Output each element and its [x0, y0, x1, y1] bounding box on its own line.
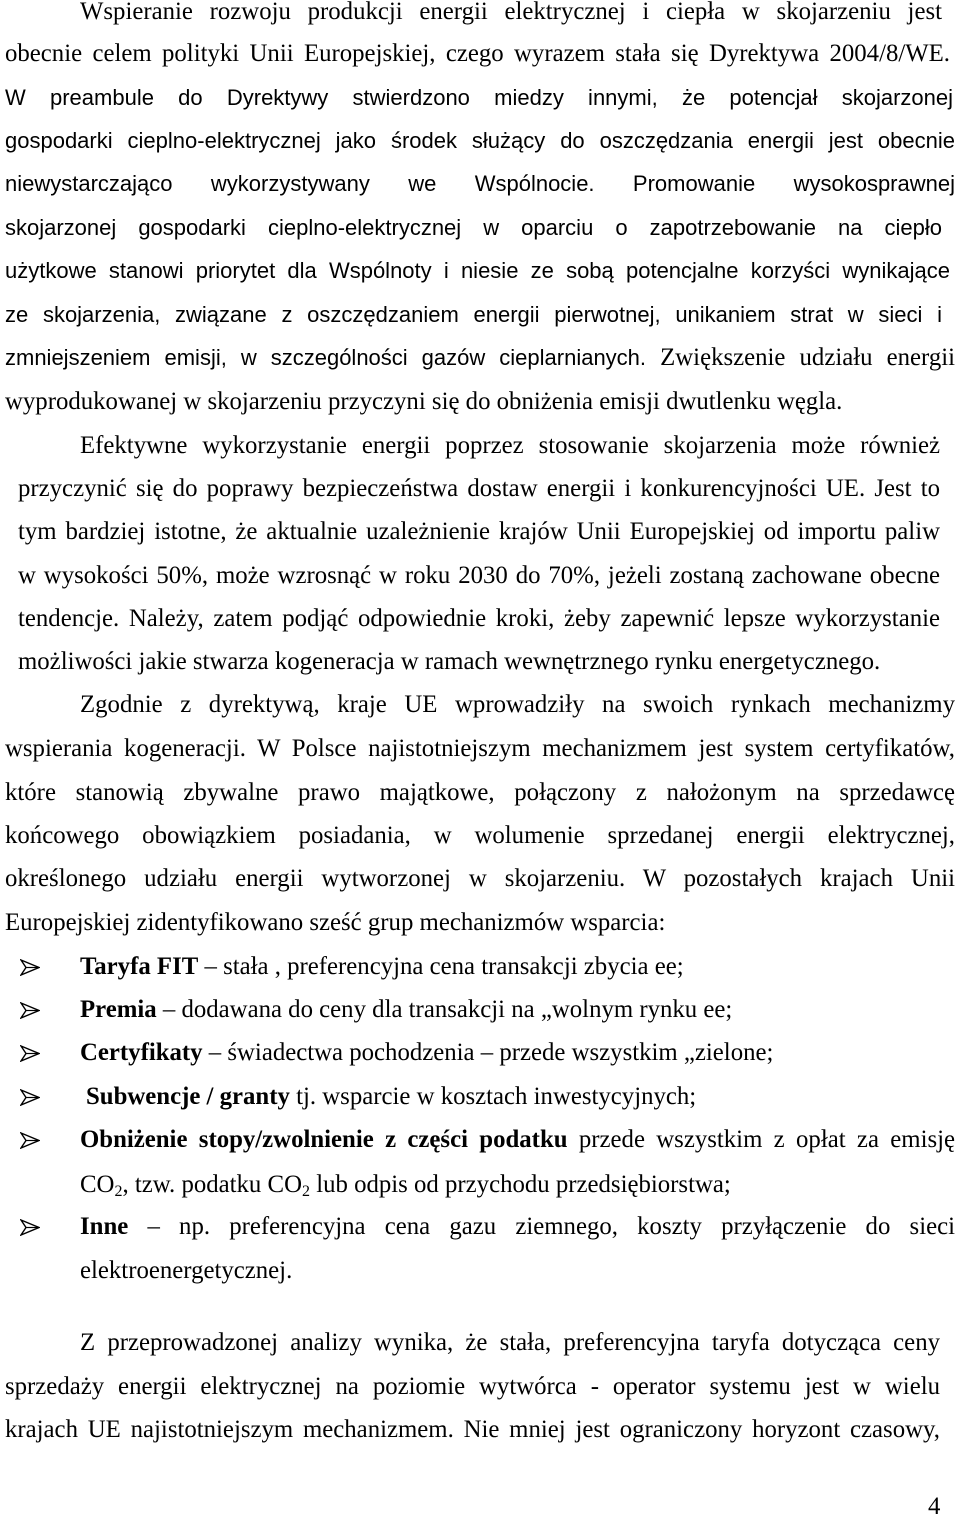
list-item-line — [80, 1125, 955, 1155]
arrowhead-bullet-icon — [20, 1002, 40, 1019]
mechanism-description: – świadectwa pochodzenia – przede wszystkim „zielone; — [208, 1039, 774, 1066]
paragraph-1-line-9-part-2: Zwiększenie udziału energii — [660, 344, 955, 371]
list-item-continuation-line: elektroenergetycznej. — [80, 1257, 293, 1284]
mechanism-term: Obniżenie stopy/zwolnienie z części podatku — [80, 1126, 568, 1153]
paragraph-1-line-9 — [5, 343, 955, 373]
paragraph-1-line-5: niewystarczająco wykorzystywany we Wspólnocie. Promowanie wysokosprawnej — [5, 171, 955, 196]
paragraph-4-line-1: Z przeprowadzonej analizy wynika, że stała, preferencyjna taryfa dotycząca ceny — [80, 1329, 940, 1356]
co2-text: CO — [80, 1171, 115, 1198]
paragraph-1-line-6: skojarzonej gospodarki cieplno-elektrycznej w oparciu o zapotrzebowanie na ciepło — [5, 215, 942, 240]
paragraph-1-line-9-part-1: zmniejszeniem emisji, w szczególności gazów cieplarnianych. — [5, 345, 647, 370]
paragraph-2-line-3: tym bardziej istotne, że aktualnie uzależnienie krajów Unii Europejskiej od importu paliw — [18, 518, 940, 545]
mechanism-term: Subwencje / granty — [86, 1083, 290, 1110]
paragraph-4-line-2: sprzedaży energii elektrycznej na poziomie wytwórca - operator systemu jest w wielu — [5, 1373, 940, 1400]
paragraph-2-line-2: przyczynić się do poprawy bezpieczeństwa dostaw energii i konkurencyjności UE. Jest to — [18, 475, 940, 502]
paragraph-1-line-1: Wspieranie rozwoju produkcji energii elektrycznej i ciepła w skojarzeniu jest — [80, 0, 942, 25]
mechanism-description: – dodawana do ceny dla transakcji na „wolnym rynku ee; — [162, 996, 733, 1023]
list-item-line — [80, 1038, 955, 1068]
continuation-text: , tzw. podatku CO — [122, 1171, 302, 1198]
paragraph-3-line-6: Europejskiej zidentyfikowano sześć grup mechanizmów wsparcia: — [5, 909, 666, 936]
mechanism-term: Certyfikaty — [80, 1039, 203, 1066]
arrowhead-bullet-icon — [20, 1219, 40, 1236]
mechanism-description: przede wszystkim z opłat za emisję — [578, 1126, 956, 1153]
paragraph-2-line-6: możliwości jakie stwarza kogeneracja w ramach wewnętrznego rynku energetycznego. — [18, 648, 881, 675]
paragraph-1-line-3: W preambule do Dyrektywy stwierdzono miedzy innymi, że potencjał skojarzonej — [5, 85, 953, 110]
paragraph-3-line-1: Zgodnie z dyrektywą, kraje UE wprowadziły na swoich rynkach mechanizmy — [80, 691, 955, 718]
mechanism-description: – stała , preferencyjna cena transakcji zbycia ee; — [204, 953, 684, 980]
paragraph-3-line-4: końcowego obowiązkiem posiadania, w wolumenie sprzedanej energii elektrycznej, — [5, 822, 955, 849]
arrowhead-bullet-icon — [20, 1089, 40, 1106]
mechanism-description: – np. preferencyjna cena gazu ziemnego, koszty przyłączenie do sieci — [147, 1213, 955, 1240]
subscript-2: 2 — [114, 1183, 123, 1200]
list-item-line — [80, 1212, 955, 1242]
mechanism-term: Taryfa FIT — [80, 953, 199, 980]
paragraph-2-line-4: w wysokości 50%, może wzrosnąć w roku 2030 do 70%, jeżeli zostaną zachowane obecne — [18, 562, 940, 589]
paragraph-3-line-2: wspierania kogeneracji. W Polsce najistotniejszym mechanizmem jest system certyfikatów, — [5, 735, 955, 762]
list-item-line — [86, 1082, 955, 1112]
paragraph-3-line-3: które stanowią zbywalne prawo majątkowe, połączony z nałożonym na sprzedawcę — [5, 779, 955, 806]
paragraph-2-line-1: Efektywne wykorzystanie energii poprzez stosowanie skojarzenia może również — [80, 432, 940, 459]
mechanism-description: tj. wsparcie w kosztach inwestycyjnych; — [296, 1083, 697, 1110]
list-item-line — [80, 952, 955, 982]
page-number: 4 — [928, 1493, 941, 1520]
list-item-continuation-line — [80, 1170, 955, 1200]
arrowhead-bullet-icon — [20, 959, 40, 976]
mechanism-term: Inne — [80, 1213, 129, 1240]
paragraph-4-line-3: krajach UE najistotniejszym mechanizmem. Nie mniej jest ograniczony horyzont czasowy, — [5, 1416, 940, 1443]
arrowhead-bullet-icon — [20, 1132, 40, 1149]
paragraph-1-line-7: użytkowe stanowi priorytet dla Wspólnoty i niesie ze sobą potencjalne korzyści wynikające — [5, 258, 950, 283]
arrowhead-bullet-icon — [20, 1045, 40, 1062]
paragraph-1-line-2: obecnie celem polityki Unii Europejskiej, czego wyrazem stała się Dyrektywa 2004/8/WE. — [5, 40, 950, 67]
list-item-line — [80, 995, 955, 1025]
continuation-text: lub odpis od przychodu przedsiębiorstwa; — [316, 1171, 731, 1198]
mechanism-term: Premia — [80, 996, 157, 1023]
paragraph-1-line-10: wyprodukowanej w skojarzeniu przyczyni się do obniżenia emisji dwutlenku węgla. — [5, 388, 843, 415]
paragraph-2-line-5: tendencje. Należy, zatem podjąć odpowiednie kroki, żeby zapewnić lepsze wykorzystanie — [18, 605, 940, 632]
subscript-2: 2 — [301, 1183, 310, 1200]
paragraph-1-line-8: ze skojarzenia, związane z oszczędzaniem energii pierwotnej, unikaniem strat w sieci i — [5, 302, 942, 327]
paragraph-1-line-4: gospodarki cieplno-elektrycznej jako środek służący do oszczędzania energii jest obecnie — [5, 128, 955, 153]
paragraph-3-line-5: określonego udziału energii wytworzonej w skojarzeniu. W pozostałych krajach Unii — [5, 865, 955, 892]
